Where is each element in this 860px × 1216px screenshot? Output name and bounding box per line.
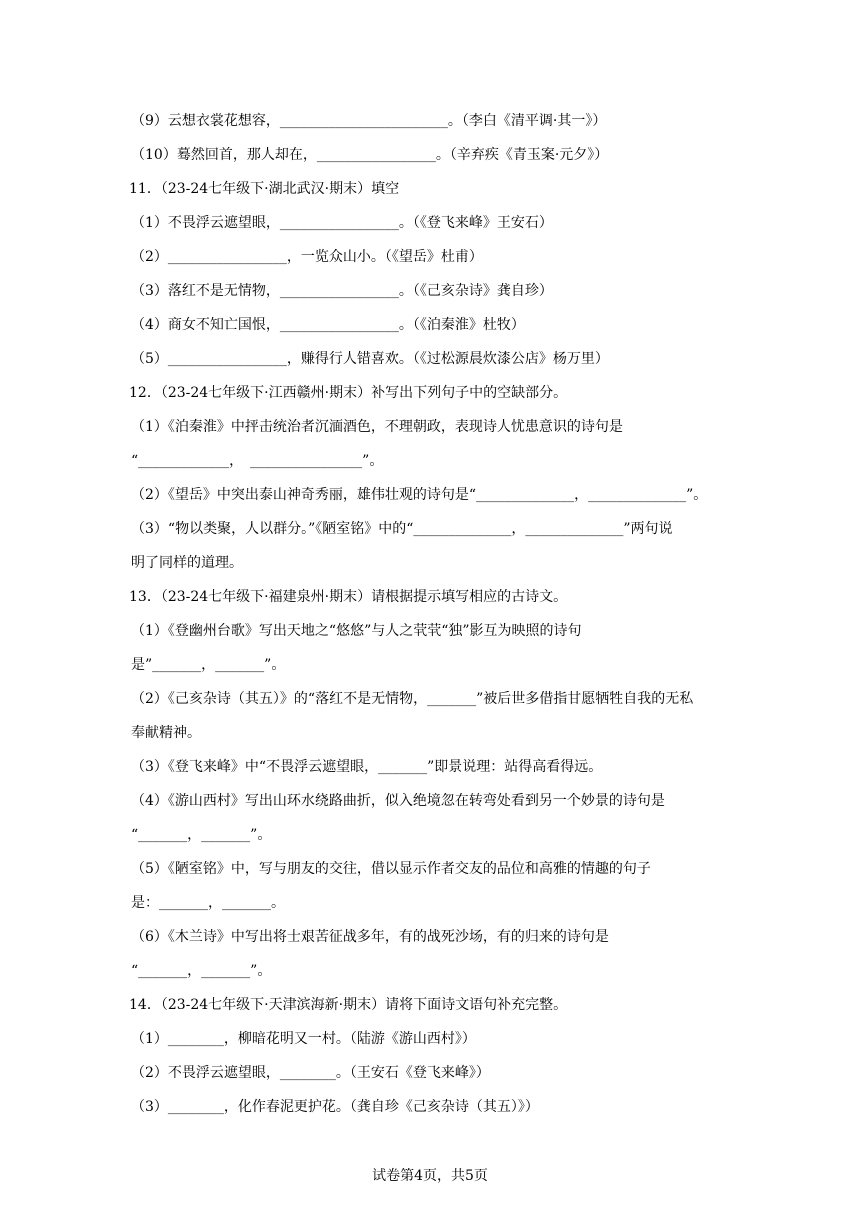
text-line: （1）《泊秦淮》中抨击统治者沉湎酒色，不理朝政，表现诗人忧患意识的诗句是: [131, 419, 623, 435]
text-line: 明了同样的道理。: [131, 555, 243, 571]
text-line: “_______，_______”。: [131, 827, 272, 843]
text-line: （10）蓦然回首，那人却在，_________________。（辛弃疾《青玉案·元夕》）: [131, 147, 609, 163]
text-line: 奉献精神。: [131, 725, 201, 741]
page-footer: 试卷第4页，共5页: [372, 1168, 488, 1184]
text-line: （3）《登飞来峰》中“不畏浮云遮望眼，_______”即景说理：站得高看得远。: [131, 759, 603, 775]
question-heading: 11．（23-24七年级下·湖北武汉·期末）填空: [129, 181, 400, 197]
text-line: （1）《登幽州台歌》写出天地之“悠悠”与人之茕茕“独”影互为映照的诗句: [131, 623, 582, 639]
question-heading: 12．（23-24七年级下·江西赣州·期末）补写出下列句子中的空缺部分。: [129, 385, 568, 401]
text-line: （1）不畏浮云遮望眼，_________________。（《登飞来峰》王安石）: [131, 215, 553, 231]
text-line: （2）不畏浮云遮望眼，________。（王安石《登飞来峰》）: [131, 1065, 490, 1081]
text-line: （2）《己亥杂诗（其五）》的“落红不是无情物，_______”被后世多借指甘愿牺牲自我的无私: [131, 691, 694, 707]
text-line: “_______，_______”。: [131, 963, 272, 979]
text-line: “_____________， ________________”。: [131, 453, 384, 469]
text-line: （4）《游山西村》写出山环水绕路曲折，似入绝境忽在转弯处看到另一个妙景的诗句是: [131, 793, 665, 809]
text-line: （3）落红不是无情物，_________________。（《己亥杂诗》龚自珍）: [131, 283, 553, 299]
text-line: （5）_________________，赚得行人错喜欢。（《过松源晨炊漆公店》杨万里）: [131, 351, 609, 367]
text-line: （4）商女不知亡国恨，_________________。（《泊秦淮》杜牧）: [131, 317, 525, 333]
text-line: （3）________，化作春泥更护花。（龚自珍《己亥杂诗（其五）》）: [131, 1099, 539, 1115]
question-heading: 14．（23-24七年级下·天津滨海新·期末）请将下面诗文语句补充完整。: [129, 997, 568, 1013]
text-line: （3）“物以类聚，人以群分。”《陋室铭》中的“______________，______________”两句说: [131, 521, 673, 537]
text-line: （6）《木兰诗》中写出将士艰苦征战多年，有的战死沙场，有的归来的诗句是: [131, 929, 609, 945]
text-line: 是：_______，_______。: [131, 895, 285, 911]
text-line: （1）________，柳暗花明又一村。（陆游《游山西村》）: [131, 1031, 476, 1047]
text-line: （2）《望岳》中突出泰山神奇秀丽，雄伟壮观的诗句是“______________，______________”。: [131, 487, 708, 503]
text-line: （2）_________________，一览众山小。（《望岳》杜甫）: [131, 249, 483, 265]
text-line: （5）《陋室铭》中，写与朋友的交往，借以显示作者交友的品位和高雅的情趣的句子: [131, 861, 651, 877]
text-line: （9）云想衣裳花想容，________________________。（李白《清平调·其一》）: [131, 113, 607, 129]
text-line: 是”_______，_______”。: [131, 657, 286, 673]
question-heading: 13．（23-24七年级下·福建泉州·期末）请根据提示填写相应的古诗文。: [129, 589, 568, 605]
